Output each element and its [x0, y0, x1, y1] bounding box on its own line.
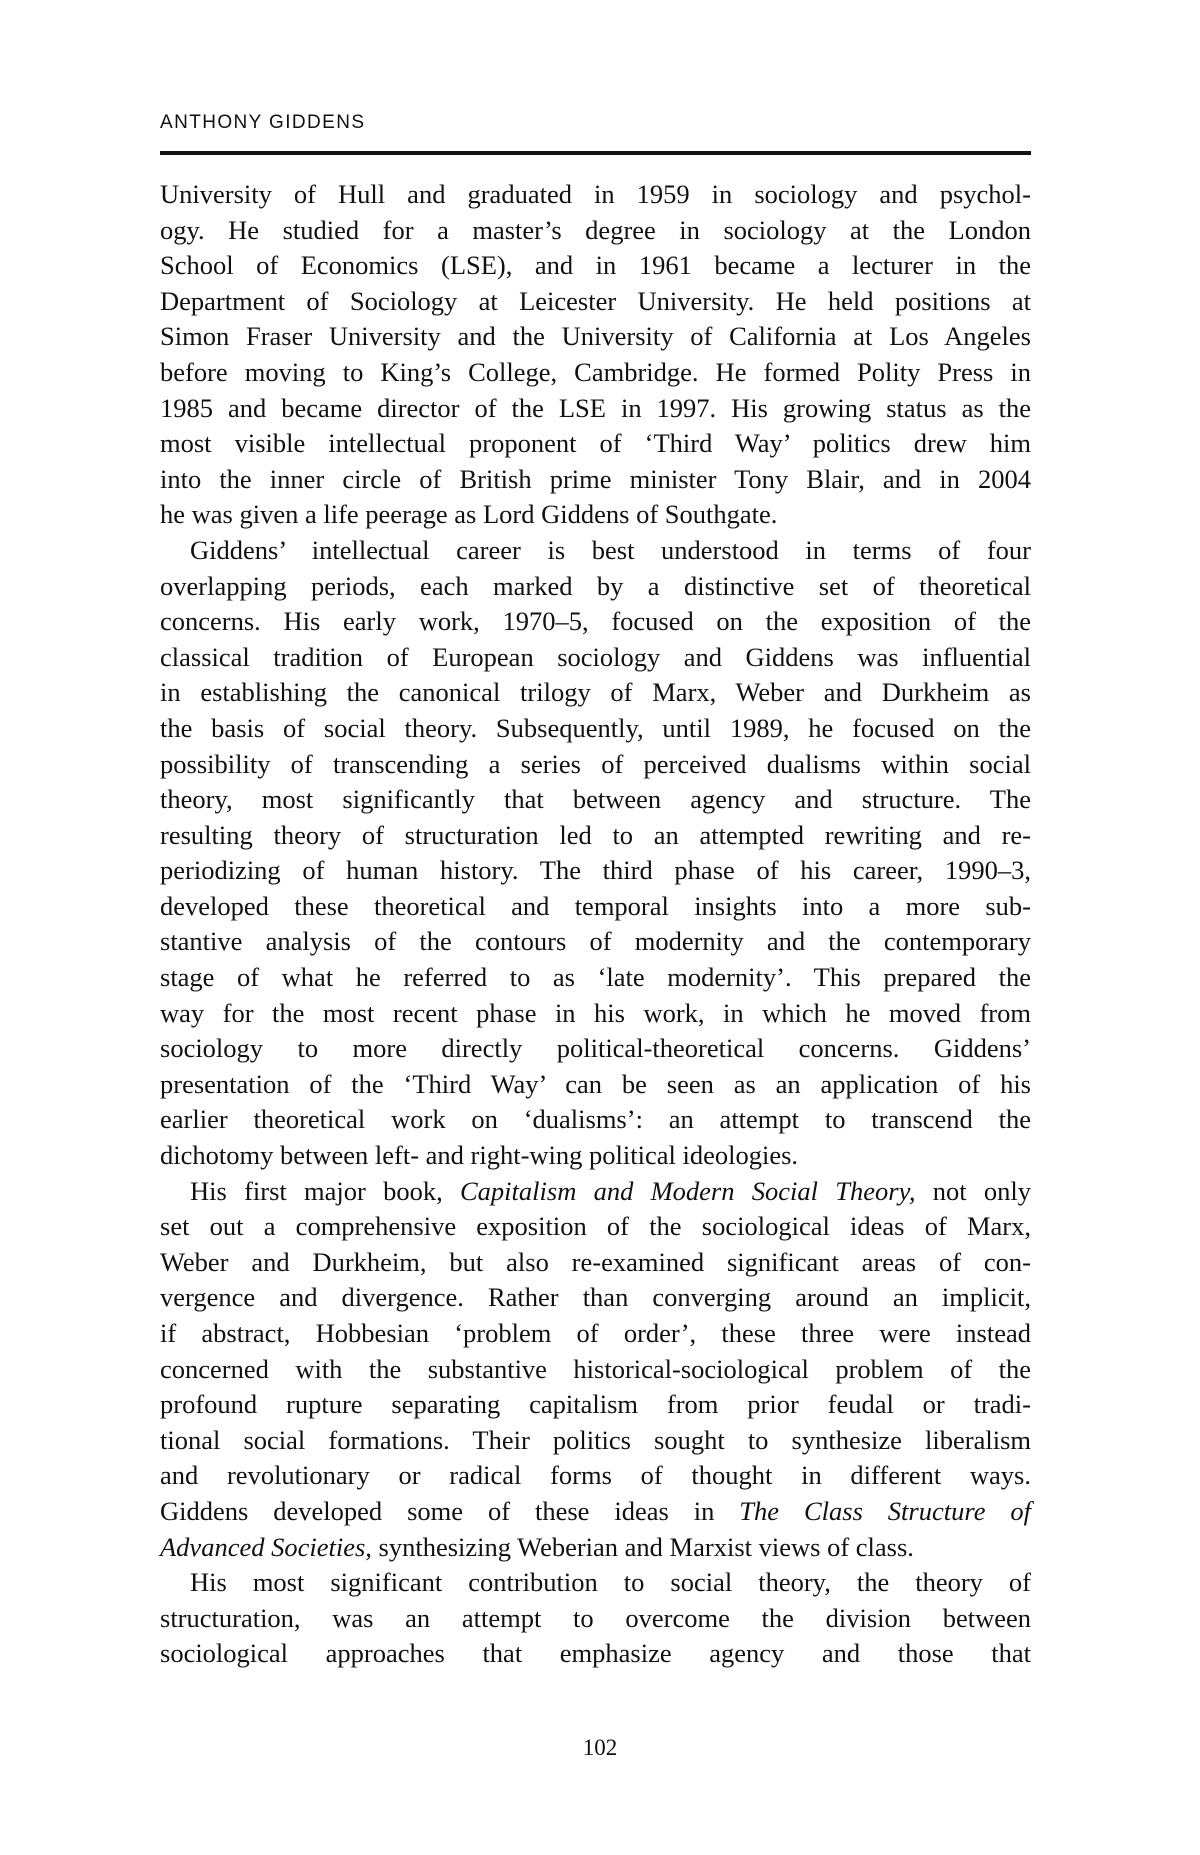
text-line: [160, 1530, 1031, 1566]
text-line: concerned with the substantive historical-sociological problem of the: [160, 1353, 1031, 1384]
text-line: overlapping periods, each marked by a distinctive set of theoretical: [160, 570, 1031, 601]
text-line: developed these theoretical and temporal insights into a more sub-: [160, 890, 1031, 921]
text-line: resulting theory of structuration led to an attempted rewriting and re-: [160, 819, 1031, 850]
text-line: sociological approaches that emphasize agency and those that: [160, 1638, 1031, 1669]
text-line: he was given a life peerage as Lord Giddens of Southgate.: [160, 499, 778, 530]
text-segment: not only: [915, 1175, 1032, 1206]
text-line: concerns. His early work, 1970–5, focused on the exposition of the: [160, 606, 1031, 637]
text-line: set out a comprehensive exposition of the sociological ideas of Marx,: [160, 1211, 1031, 1242]
text-line: in establishing the canonical trilogy of Marx, Weber and Durkheim as: [160, 677, 1031, 708]
body-text: [160, 177, 1031, 1672]
running-head: ANTHONY GIDDENS: [160, 112, 366, 133]
text-line: sociology to more directly political-theoretical concerns. Giddens’: [160, 1033, 1031, 1064]
text-line: Department of Sociology at Leicester University. He held positions at: [160, 285, 1031, 316]
italic-title: The Class Structure of: [739, 1495, 1031, 1526]
text-line: and revolutionary or radical forms of thought in different ways.: [160, 1460, 1031, 1491]
text-line: theory, most significantly that between agency and structure. The: [160, 784, 1031, 815]
text-line: if abstract, Hobbesian ‘problem of order’, these three were instead: [160, 1318, 1031, 1348]
italic-title: Advanced Societies,: [160, 1531, 372, 1562]
page-number: 102: [582, 1735, 618, 1760]
text-line: vergence and divergence. Rather than converging around an implicit,: [160, 1282, 1031, 1313]
text-line: most visible intellectual proponent of ‘Third Way’ politics drew him: [160, 428, 1031, 459]
text-line: School of Economics (LSE), and in 1961 became a lecturer in the: [160, 250, 1031, 281]
text-line: Simon Fraser University and the University of California at Los Angeles: [160, 321, 1031, 352]
text-line: into the inner circle of British prime minister Tony Blair, and in 2004: [160, 463, 1031, 494]
text-line: His most significant contribution to social theory, the theory of: [190, 1567, 1031, 1598]
text-line: before moving to King’s College, Cambridge. He formed Polity Press in: [160, 356, 1031, 387]
text-segment: His first major book,: [190, 1175, 460, 1206]
text-line: presentation of the ‘Third Way’ can be seen as an application of his: [160, 1068, 1031, 1099]
text-line: tional social formations. Their politics sought to synthesize liberalism: [160, 1424, 1031, 1455]
text-line: dichotomy between left- and right-wing political ideologies.: [160, 1140, 799, 1171]
text-line: profound rupture separating capitalism from prior feudal or tradi-: [160, 1389, 1031, 1420]
text-line: possibility of transcending a series of perceived dualisms within social: [160, 748, 1031, 779]
text-segment: Giddens developed some of these ideas in: [160, 1495, 740, 1526]
text-line: ogy. He studied for a master’s degree in sociology at the London: [160, 214, 1031, 245]
text-line: earlier theoretical work on ‘dualisms’: an attempt to transcend the: [160, 1104, 1031, 1135]
text-line: stage of what he referred to as ‘late modernity’. This prepared the: [160, 962, 1031, 993]
header-rule: [160, 151, 1031, 155]
text-line: [160, 1174, 1031, 1210]
italic-title: Capitalism and Modern Social Theory,: [460, 1175, 916, 1206]
text-line: periodizing of human history. The third phase of his career, 1990–3,: [160, 855, 1031, 886]
text-line: classical tradition of European sociology and Giddens was influential: [160, 641, 1031, 672]
text-line: the basis of social theory. Subsequently, until 1989, he focused on the: [160, 712, 1031, 743]
text-line: way for the most recent phase in his work, in which he moved from: [160, 997, 1031, 1028]
text-line: Weber and Durkheim, but also re-examined significant areas of con-: [160, 1246, 1031, 1277]
text-line: 1985 and became director of the LSE in 1997. His growing status as the: [160, 392, 1031, 423]
text-line: stantive analysis of the contours of modernity and the contemporary: [160, 926, 1031, 957]
text-line: University of Hull and graduated in 1959 in sociology and psychol-: [160, 179, 1031, 209]
text-segment: synthesizing Weberian and Marxist views of class.: [371, 1531, 914, 1562]
text-line: [160, 1494, 1031, 1530]
text-line: Giddens’ intellectual career is best understood in terms of four: [190, 534, 1031, 565]
text-line: structuration, was an attempt to overcome the division between: [160, 1602, 1031, 1633]
